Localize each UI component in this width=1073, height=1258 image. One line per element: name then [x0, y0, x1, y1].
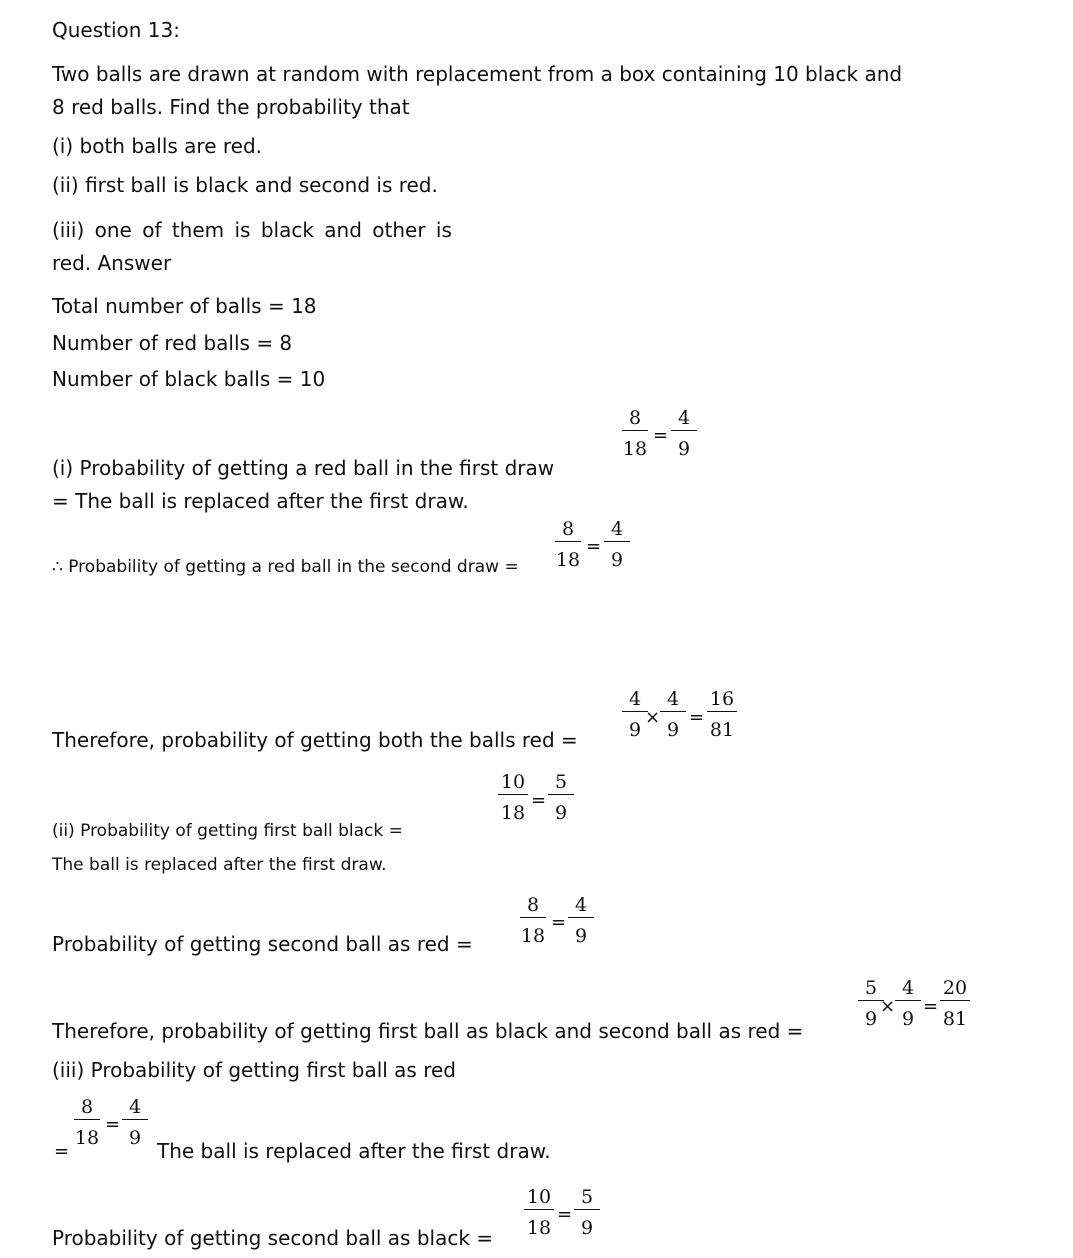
fraction — [620, 408, 650, 461]
part-i-line3: ∴ Probability of getting a red ball in the second draw = — [52, 557, 519, 577]
numerator: 8 — [526, 894, 540, 916]
part-iii-line2: The ball is replaced after the first draw. — [157, 1139, 551, 1163]
equals-sign: = — [105, 1114, 121, 1135]
part-i-line2: = The ball is replaced after the first draw. — [52, 489, 469, 513]
denominator: 9 — [628, 719, 642, 741]
denominator: 18 — [526, 1217, 552, 1239]
fraction — [705, 689, 739, 742]
denominator: 9 — [901, 1008, 915, 1030]
part-iii-line1: (iii) Probability of getting first ball as red — [52, 1058, 456, 1082]
numerator: 10 — [500, 771, 526, 793]
times-sign: × — [880, 996, 896, 1017]
numerator: 8 — [80, 1096, 94, 1118]
part-ii-line4: Therefore, probability of getting first ball as black and second ball as red = — [52, 1019, 804, 1043]
question-part-3-line2: red. Answer — [52, 251, 172, 275]
fraction — [496, 772, 530, 825]
numerator: 5 — [864, 977, 878, 999]
numerator: 4 — [610, 518, 624, 540]
times-sign: × — [645, 707, 661, 728]
question-part-3-line1: (iii) one of them is black and other is — [52, 218, 452, 242]
denominator: 18 — [622, 438, 648, 460]
equals-sign: = — [653, 425, 669, 446]
question-text-line2: 8 red balls. Find the probability that — [52, 95, 410, 119]
denominator: 9 — [574, 925, 588, 947]
denominator: 18 — [555, 549, 581, 571]
equals-sign: = — [923, 996, 939, 1017]
denominator: 18 — [500, 802, 526, 824]
equals-sign: = — [531, 790, 547, 811]
fraction — [893, 978, 923, 1031]
given-black-balls: Number of black balls = 10 — [52, 367, 326, 391]
part-i-line1: (i) Probability of getting a red ball in the first draw — [52, 456, 555, 480]
denominator: 9 — [610, 549, 624, 571]
denominator: 81 — [942, 1008, 968, 1030]
numerator: 20 — [942, 977, 968, 999]
denominator: 81 — [709, 719, 735, 741]
fraction — [522, 1187, 556, 1240]
question-part-1: (i) both balls are red. — [52, 134, 263, 158]
fraction — [602, 519, 632, 572]
equals-sign: = — [689, 707, 705, 728]
numerator: 5 — [580, 1186, 594, 1208]
fraction — [72, 1097, 102, 1150]
numerator: 4 — [677, 407, 691, 429]
fraction — [553, 519, 583, 572]
equals-sign: = — [54, 1141, 70, 1162]
part-ii-line2: The ball is replaced after the first draw. — [52, 855, 387, 875]
given-total-balls: Total number of balls = 18 — [52, 294, 317, 318]
numerator: 4 — [901, 977, 915, 999]
numerator: 4 — [628, 688, 642, 710]
equals-sign: = — [551, 912, 567, 933]
equals-sign: = — [557, 1204, 573, 1225]
numerator: 8 — [628, 407, 642, 429]
denominator: 9 — [666, 719, 680, 741]
fraction — [546, 772, 576, 825]
numerator: 4 — [666, 688, 680, 710]
numerator: 5 — [554, 771, 568, 793]
numerator: 8 — [561, 518, 575, 540]
fraction — [566, 895, 596, 948]
fraction — [572, 1187, 602, 1240]
question-label: Question 13: — [52, 18, 180, 42]
equals-sign: = — [586, 536, 602, 557]
part-ii-line3: Probability of getting second ball as red = — [52, 932, 473, 956]
numerator: 4 — [128, 1096, 142, 1118]
fraction — [120, 1097, 150, 1150]
question-text-line1: Two balls are drawn at random with replacement from a box containing 10 black and — [52, 62, 903, 86]
part-i-line4: Therefore, probability of getting both the balls red = — [52, 728, 578, 752]
denominator: 9 — [554, 802, 568, 824]
question-part-2: (ii) first ball is black and second is red. — [52, 173, 438, 197]
denominator: 18 — [74, 1127, 100, 1149]
numerator: 4 — [574, 894, 588, 916]
fraction — [669, 408, 699, 461]
fraction — [658, 689, 688, 742]
numerator: 10 — [526, 1186, 552, 1208]
denominator: 18 — [520, 925, 546, 947]
denominator: 9 — [128, 1127, 142, 1149]
fraction — [518, 895, 548, 948]
denominator: 9 — [864, 1008, 878, 1030]
part-ii-line1: (ii) Probability of getting first ball black = — [52, 821, 403, 841]
denominator: 9 — [677, 438, 691, 460]
denominator: 9 — [580, 1217, 594, 1239]
numerator: 16 — [709, 688, 735, 710]
part-iii-line3: Probability of getting second ball as black = — [52, 1226, 494, 1250]
fraction — [938, 978, 972, 1031]
given-red-balls: Number of red balls = 8 — [52, 331, 293, 355]
